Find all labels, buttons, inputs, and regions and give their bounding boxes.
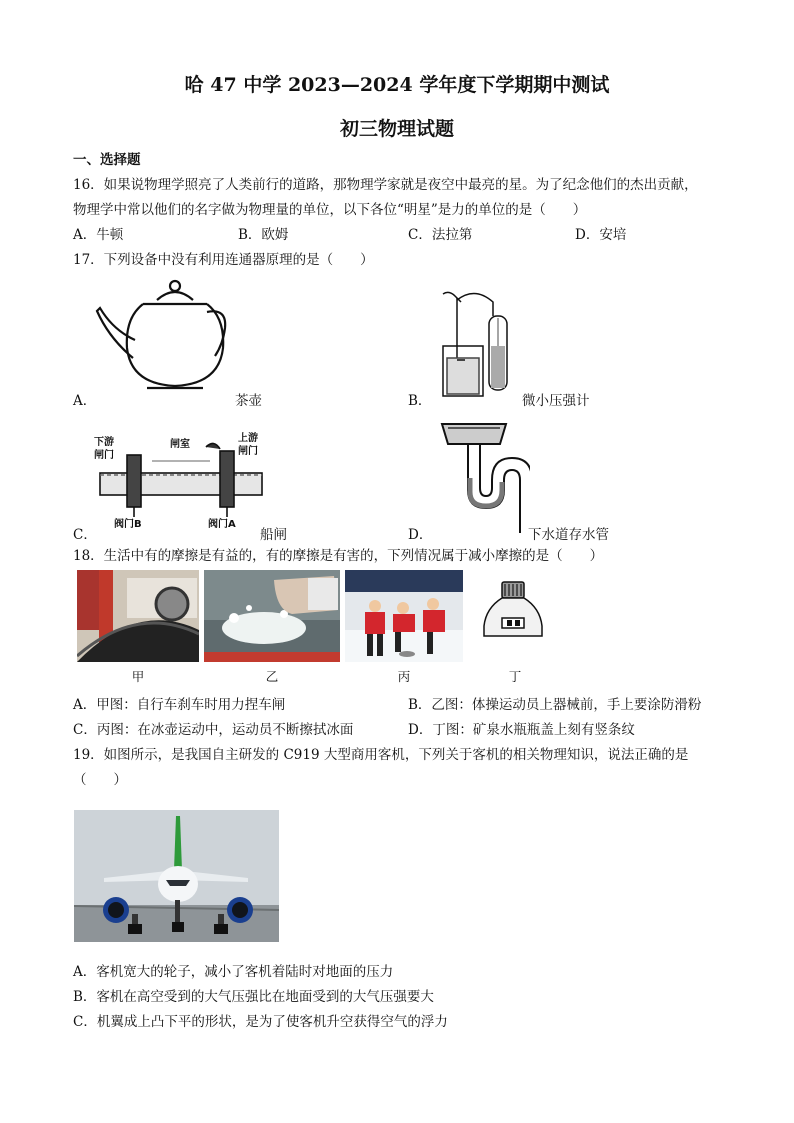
lock-label-valve-b: 阀门B	[114, 519, 142, 530]
drain-trap-figure	[440, 418, 530, 536]
q17-option-c-name: 船闸	[260, 527, 287, 543]
q18-option-a: A．甲图：自行车刹车时用力捏车闸	[73, 697, 286, 713]
q19-option-b: B．客机在高空受到的大气压强比在地面受到的大气压强要大	[73, 989, 434, 1005]
lock-label-upstream-gate: 闸门	[238, 446, 258, 457]
q19-answer-paren: （ ）	[73, 772, 127, 788]
q16-stem-line2: 物理学中常以他们的名字做为物理量的单位，以下各位“明星”是力的单位的是（ ）	[73, 202, 587, 218]
q18-option-b: B．乙图：体操运动员上器械前，手上要涂防滑粉	[408, 697, 702, 713]
gymnast-chalk-photo	[204, 570, 340, 662]
lock-label-downstream: 下游	[94, 437, 114, 448]
page-subtitle: 初三物理试题	[339, 118, 454, 140]
q17-option-d-name: 下水道存水管	[528, 527, 609, 543]
lock-label-downstream-gate: 闸门	[94, 450, 114, 461]
q16-option-d: D．安培	[575, 227, 627, 243]
q19-stem: 19．如图所示，是我国自主研发的 C919 大型商用客机，下列关于客机的相关物理知识，说法正确的是	[73, 747, 689, 763]
q17-option-b-name: 微小压强计	[522, 393, 590, 409]
q16-stem-line1: 16．如果说物理学照亮了人类前行的道路，那物理学家就是夜空中最亮的星。为了纪念他们的杰出贡献，	[73, 177, 698, 193]
q16-option-b: B．欧姆	[238, 227, 289, 243]
bottle-cap-figure	[480, 580, 546, 652]
c919-airplane-photo	[74, 810, 279, 942]
q18-stem: 18．生活中有的摩擦是有益的，有的摩擦是有害的，下列情况属于减小摩擦的是（ ）	[73, 548, 604, 564]
page-title: 哈 47 中学 2023—2024 学年度下学期期中测试	[184, 74, 610, 96]
q19-option-a: A．客机宽大的轮子，减小了客机着陆时对地面的压力	[73, 964, 394, 980]
q17-option-a-name: 茶壶	[235, 393, 262, 409]
caption-ding: 丁	[508, 669, 522, 684]
lock-label-upstream: 上游	[238, 433, 258, 444]
pressure-gauge-figure	[435, 288, 520, 403]
bicycle-brake-photo	[77, 570, 199, 662]
q16-option-c: C．法拉第	[408, 227, 473, 243]
lock-label-chamber: 闸室	[170, 439, 190, 450]
q17-option-b-letter: B．	[408, 393, 432, 409]
q18-option-d: D．丁图：矿泉水瓶瓶盖上刻有竖条纹	[408, 722, 635, 738]
q19-option-c: C．机翼成上凸下平的形状，是为了使客机升空获得空气的浮力	[73, 1014, 448, 1030]
q16-option-a: A．牛顿	[73, 227, 124, 243]
q17-option-d-letter: D．	[408, 527, 433, 543]
q17-stem: 17．下列设备中没有利用连通器原理的是（ ）	[73, 252, 374, 268]
ship-lock-figure	[92, 425, 267, 530]
lock-label-valve-a: 阀门A	[208, 519, 236, 530]
section-heading: 一、选择题	[73, 152, 141, 168]
teapot-figure	[95, 278, 230, 396]
caption-jia: 甲	[131, 669, 145, 684]
curling-photo	[345, 570, 463, 662]
q17-option-a-letter: A．	[73, 393, 97, 409]
caption-bing: 丙	[397, 669, 411, 684]
caption-yi: 乙	[265, 669, 279, 684]
q17-option-c-letter: C．	[73, 527, 97, 543]
q18-option-c: C．丙图：在冰壶运动中，运动员不断擦拭冰面	[73, 722, 354, 738]
